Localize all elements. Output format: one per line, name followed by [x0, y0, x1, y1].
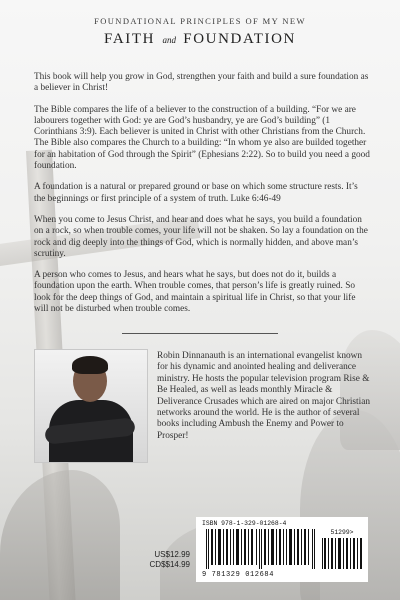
- isbn-barcode: [196, 517, 368, 582]
- price-block: [130, 550, 190, 570]
- author-bio: Robin Dinnanauth is an international evangelist known for his dynamic and anointed healing and deliverance ministry. He hosts the popular television program Rise & Be Healed, as well as leads monthly Miracle & Deliverance Crusades which are aired on major Christian networks around the world. He is the author of several books including Ambush the Enemy and Power to Prosper!: [157, 351, 370, 441]
- blurb-paragraph: A foundation is a natural or prepared ground or base on which some structure rests. It’s the beginnings or first principle of a system of truth. Luke 6:46-49: [34, 182, 358, 204]
- title-word-faith: FAITH: [104, 31, 156, 47]
- addon-barcode-bars-icon: [322, 538, 362, 569]
- book-title: [0, 31, 400, 48]
- book-subtitle: FOUNDATIONAL PRINCIPLES OF MY NEW: [94, 16, 306, 26]
- divider: [122, 333, 278, 334]
- blurb-paragraph: When you come to Jesus Christ, and hear and does what he says, you build a foundation on a rock, so when trouble comes, your life will not be shaken. So lay a foundation on the rock and dig deeply into the things of God, which is normally hidden, and above man’s scrutiny.: [34, 214, 368, 259]
- price-cd: CD$$14.99: [149, 560, 190, 569]
- blurb-paragraph: A person who comes to Jesus, and hears what he says, but does not do it, builds a foundation upon the earth. When trouble comes, that person’s life is greatly ruined. So look for the deep things of God, and maintain a spiritual life in Christ, so that your life will not be disturbed when trouble comes.: [34, 270, 356, 315]
- price-us: US$12.99: [154, 550, 190, 559]
- price-code: 51299>: [330, 529, 354, 536]
- rock-background: [0, 470, 120, 600]
- barcode-bars-icon: [206, 529, 316, 569]
- blurb-paragraph: This book will help you grow in God, strengthen your faith and build a sure foundation as a believer in Christ!: [34, 72, 369, 94]
- blurb: [34, 72, 370, 325]
- title-connector: and: [162, 35, 176, 45]
- blurb-paragraph: The Bible compares the life of a believer to the construction of a building. “For we are labourers together with God: ye are God’s husbandry, ye are God’s building” (1 Corinthians 3:9). Each believer is united in Christ with other Christians from the Church. The Bible also compares the Church to a building: “In whom ye also are builded together for an habitation of God through the Spirit” (Ephesians 2:22). So to build you need a good foundation.: [34, 104, 370, 172]
- author-photo: [34, 349, 148, 463]
- ean-digits: 9 781329 012684: [202, 571, 275, 579]
- isbn-text: ISBN 978-1-329-01268-4: [202, 520, 287, 527]
- title-word-foundation: FOUNDATION: [183, 31, 296, 47]
- cover-header: [0, 16, 400, 48]
